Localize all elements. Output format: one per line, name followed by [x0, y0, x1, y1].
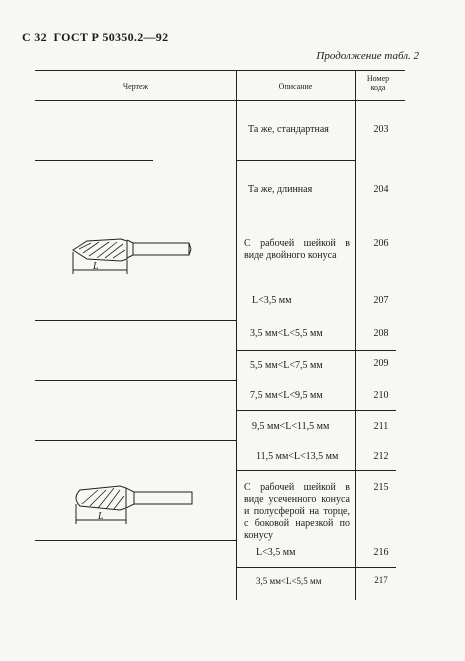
description-cell: 9,5 мм<L<11,5 мм [252, 421, 330, 432]
row-rule [236, 567, 396, 568]
column-divider-code [355, 70, 356, 600]
description-cell [244, 482, 350, 542]
column-header-description: Описание [278, 82, 313, 91]
description-cell: 7,5 мм<L<9,5 мм [250, 390, 323, 401]
description-cell: 3,5 мм<L<5,5 мм [250, 328, 323, 339]
dimension-label-L: L [93, 261, 99, 272]
description-line: и полусферой на торце, [244, 506, 350, 517]
table-continuation-caption: Продолжение табл. 2 [316, 50, 419, 62]
code-cell: 212 [373, 451, 389, 462]
code-cell: 215 [373, 482, 389, 493]
code-cell: 207 [373, 295, 389, 306]
description-line: С рабочей шейкой в [244, 238, 350, 249]
code-cell: 206 [373, 238, 389, 249]
code-cell: 211 [373, 421, 389, 432]
column-divider-description [236, 70, 237, 600]
row-rule [35, 440, 236, 441]
row-rule [236, 160, 355, 161]
description-line: С рабочей шейкой в [244, 482, 350, 493]
row-rule [35, 380, 236, 381]
bur-double-cone-drawing [65, 228, 205, 282]
description-line: с боковой нарезкой по [244, 518, 350, 529]
row-rule [236, 470, 396, 471]
code-cell: 203 [373, 124, 389, 135]
row-rule [236, 410, 396, 411]
description-cell: 11,5 мм<L<13,5 мм [256, 451, 339, 462]
row-rule [35, 540, 236, 541]
table-header-rule [35, 100, 405, 101]
row-rule [236, 350, 396, 351]
description-line: виде усеченного конуса [244, 494, 350, 505]
description-line: конусу [244, 530, 274, 541]
code-cell: 204 [373, 184, 389, 195]
description-cell: L<3,5 мм [256, 547, 296, 558]
page-header-left [22, 30, 168, 45]
table-top-rule [35, 70, 405, 71]
page-number: С 32 [22, 30, 47, 44]
description-cell [244, 238, 350, 262]
description-cell: Та же, длинная [248, 184, 313, 195]
code-cell: 209 [373, 358, 389, 369]
column-header-code: Номер кода [366, 74, 390, 92]
description-cell: L<3,5 мм [252, 295, 292, 306]
bur-truncated-cone-drawing [68, 478, 208, 532]
dimension-label-L: L [98, 511, 104, 522]
description-cell: 5,5 мм<L<7,5 мм [250, 360, 323, 371]
description-cell: Та же, стандартная [248, 124, 329, 135]
code-cell: 216 [373, 547, 389, 558]
row-rule [35, 160, 153, 161]
code-cell: 217 [374, 575, 388, 585]
code-cell: 208 [373, 328, 389, 339]
code-cell: 210 [373, 390, 389, 401]
column-header-drawing: Чертеж [122, 82, 149, 91]
standard-designation: ГОСТ Р 50350.2—92 [53, 30, 169, 44]
row-rule [35, 320, 236, 321]
description-line: виде двойного конуса [244, 250, 337, 261]
description-cell: 3,5 мм<L<5,5 мм [256, 576, 322, 586]
